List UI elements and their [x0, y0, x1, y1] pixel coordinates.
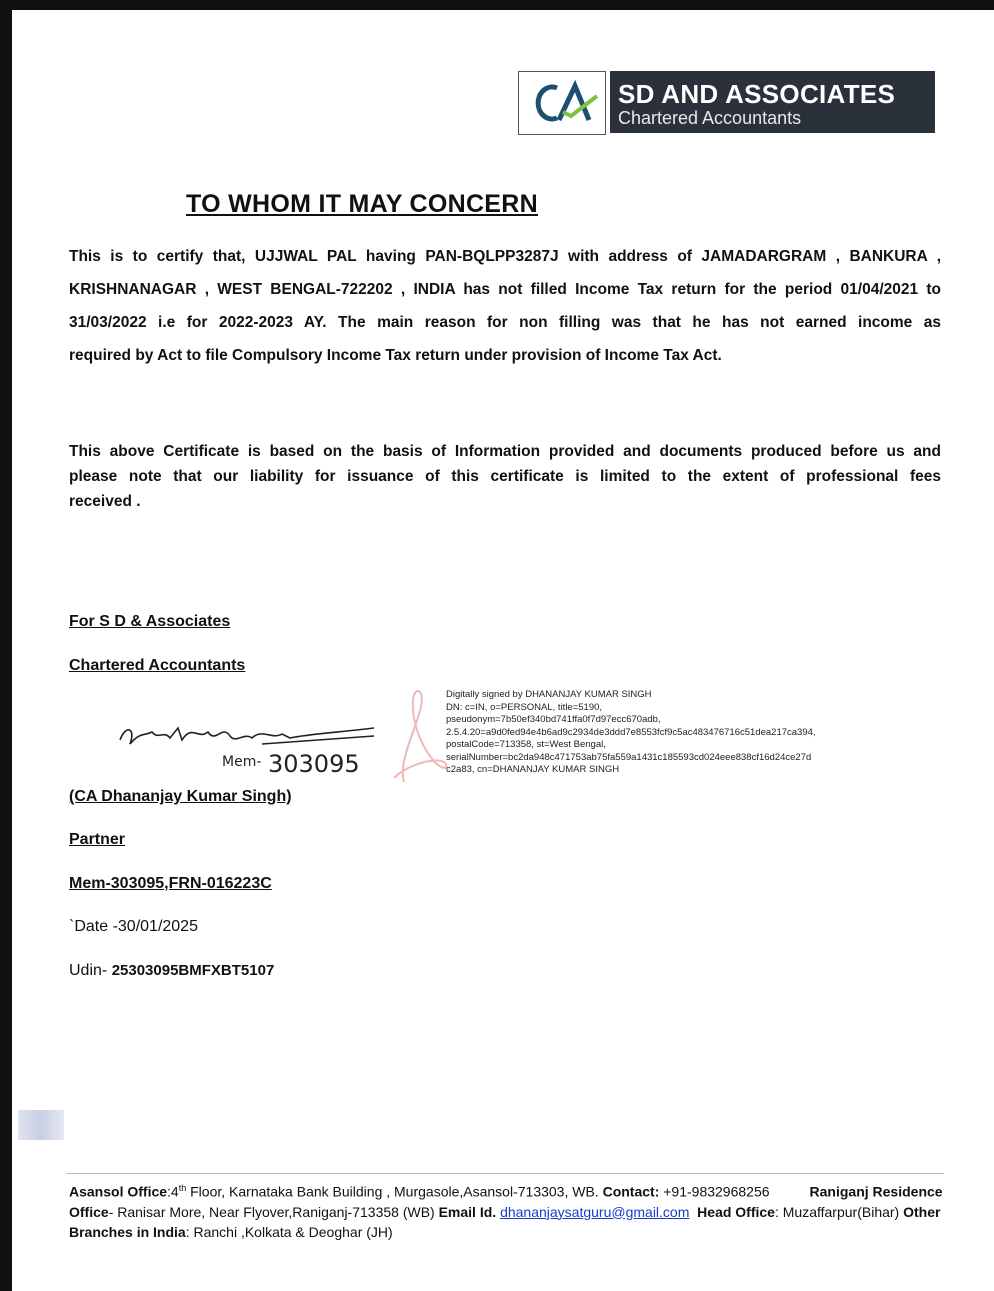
- signatory-role: Partner: [69, 831, 126, 848]
- dsig-line: postalCode=713358, st=West Bengal,: [446, 739, 606, 750]
- page-thumbnail-tab[interactable]: [18, 1110, 64, 1140]
- asansol-address: Floor, Karnataka Bank Building , Murgasole,Asansol-713303, WB.: [186, 1183, 603, 1200]
- adobe-signature-watermark-icon: [390, 686, 450, 791]
- branches-label: Other Branches in India: [69, 1203, 941, 1240]
- udin-label: Udin-: [69, 962, 112, 979]
- dsig-line: pseudonym=7b50ef340bd741ffa0f7d97ecc670adb,: [446, 714, 661, 725]
- raniganj-label: Raniganj Residence Office: [69, 1183, 943, 1220]
- digital-signature-details: [446, 689, 816, 777]
- dsig-line: serialNumber=bc2da948c471753ab75fa559a1431c185593cd024eee838cf16d24ce27d: [446, 751, 812, 763]
- handwritten-signature: [112, 710, 392, 785]
- paragraph-line: KRISHNANAGAR , WEST BENGAL-722202 , INDIA has not filled Income Tax return for the period 01/04/2021 to: [69, 281, 941, 298]
- paragraph-line: This above Certificate is based on the basis of Information provided and documents produced before us and: [69, 443, 941, 460]
- firm-designation: Chartered Accountants: [69, 657, 246, 674]
- contact-value: +91-9832968256: [659, 1183, 770, 1200]
- signatory-name: (CA Dhananjay Kumar Singh): [69, 788, 292, 805]
- raniganj-address: - Ranisar More, Near Flyover,Raniganj-713358 (WB): [108, 1203, 439, 1220]
- head-office-label: Head Office: [697, 1203, 775, 1220]
- footer-addresses: [69, 1178, 949, 1242]
- document-page: [12, 10, 994, 1291]
- certificate-paragraph: [69, 246, 941, 378]
- ca-logo-mark: [518, 71, 606, 135]
- asansol-sup: th: [178, 1183, 187, 1193]
- dsig-line: DN: c=IN, o=PERSONAL, title=5190,: [446, 701, 603, 713]
- membership-number: Mem-303095,FRN-016223C: [69, 875, 272, 892]
- firm-subtitle: Chartered Accountants: [618, 108, 802, 128]
- dsig-line: Digitally signed by DHANANJAY KUMAR SINGH: [446, 689, 652, 700]
- paragraph-line: please note that our liability for issuance of this certificate is limited to the extent of professional fees: [69, 468, 941, 485]
- asansol-floor: :4: [167, 1183, 179, 1200]
- head-office-value: : Muzaffarpur(Bihar): [774, 1203, 904, 1220]
- svg-text:303095: 303095: [268, 750, 360, 778]
- document-title: TO WHOM IT MAY CONCERN: [186, 190, 538, 218]
- firm-name: SD AND ASSOCIATES: [618, 79, 896, 109]
- branches-value: : Ranchi ,Kolkata & Deoghar (JH): [185, 1223, 393, 1240]
- paragraph-line: 31/03/2022 i.e for 2022-2023 AY. The main reason for non filling was that he has not earned income as: [69, 314, 941, 331]
- disclaimer-paragraph: [69, 442, 941, 517]
- paragraph-line: required by Act to file Compulsory Income Tax return under provision of Income Tax Act.: [69, 347, 722, 364]
- paragraph-line: received .: [69, 493, 141, 510]
- certificate-date: `Date -30/01/2025: [69, 918, 198, 935]
- udin: [69, 962, 274, 980]
- asansol-label: Asansol Office: [69, 1183, 168, 1200]
- contact-label: Contact:: [602, 1183, 660, 1200]
- footer-divider: [66, 1173, 944, 1174]
- for-firm: For S D & Associates: [69, 613, 231, 630]
- firm-logo: [518, 71, 935, 135]
- email-link[interactable]: dhananjaysatguru@gmail.com: [500, 1203, 690, 1220]
- firm-name-box: [610, 71, 935, 133]
- dsig-line: c2a83, cn=DHANANJAY KUMAR SINGH: [446, 764, 620, 775]
- svg-text:Mem-: Mem-: [222, 754, 262, 770]
- email-label: Email Id.: [438, 1203, 497, 1220]
- dsig-line: 2.5.4.20=a9d0fed94e4b6ad9c2934de3ddd7e8553fcf9c5ac483476716c51dea217ca394,: [446, 726, 816, 738]
- udin-value: 25303095BMFXBT5107: [111, 962, 275, 979]
- paragraph-line: This is to certify that, UJJWAL PAL having PAN-BQLPP3287J with address of JAMADARGRAM , BANKURA ,: [69, 248, 941, 265]
